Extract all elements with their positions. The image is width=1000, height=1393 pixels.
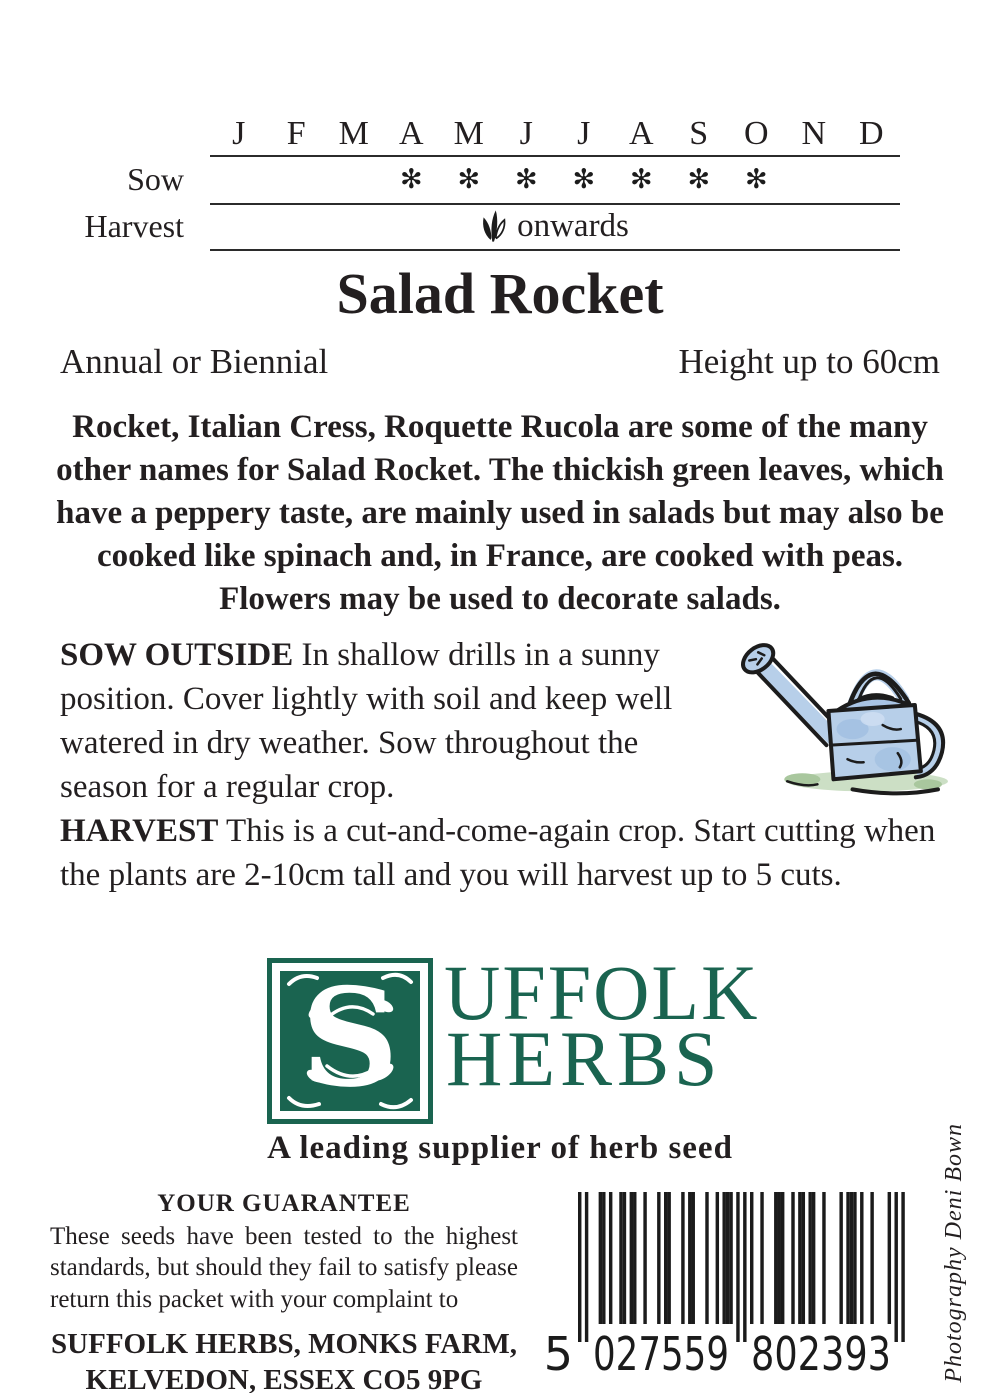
suffolk-herbs-logo (0, 949, 1000, 1128)
svg-text:802393: 802393 (751, 1327, 891, 1378)
calendar-harvest-row (60, 203, 900, 249)
month-9: S (689, 115, 709, 152)
guarantee-section (50, 1190, 518, 1393)
description-paragraph: Rocket, Italian Cress, Roquette Rucola are some of the many other names for Salad Rocket. The thickish green leaves, which have a peppery taste, are mainly used in salads but may also be cooked like spinach and, in France, are cooked with peas. Flowers may be used to decorate salads. (56, 409, 944, 617)
sow-mark-6: ✻ (514, 163, 538, 195)
calendar-rule (210, 249, 900, 251)
sow-outside-body: In shallow drills in a sunny position. Cover lightly with soil and keep well watered in dry weather. Sow throughout the season for a regular crop. (60, 637, 673, 805)
sow-outside-heading: SOW OUTSIDE (60, 637, 294, 673)
photography-credit: Photography Deni Bown (941, 1123, 967, 1383)
address-line-2: KELVEDON, ESSEX CO5 9PG (85, 1364, 483, 1393)
harvest-note: onwards (517, 207, 629, 244)
sow-mark-9: ✻ (687, 163, 711, 195)
calendar-month-header (60, 111, 900, 155)
month-1: J (232, 115, 246, 152)
sow-mark-8: ✻ (629, 163, 653, 195)
month-8: A (628, 115, 654, 152)
logo-initial: S (301, 958, 399, 1117)
month-10: O (743, 115, 769, 152)
harvest-row-label: Harvest (84, 208, 184, 244)
month-12: D (858, 115, 884, 152)
calendar-sow-row (60, 155, 900, 203)
page-title: Salad Rocket (336, 261, 664, 326)
logo-initial-block (267, 958, 433, 1124)
month-7: J (577, 115, 591, 152)
guarantee-address (50, 1326, 518, 1393)
barcode (545, 1186, 913, 1378)
month-3: M (338, 115, 369, 152)
logo-tagline: A leading supplier of herb seed (267, 1130, 733, 1166)
month-4: A (398, 115, 424, 152)
logo-word-bottom: HERBS (446, 1015, 723, 1102)
svg-text:027559: 027559 (593, 1327, 729, 1378)
watering-can-illustration (732, 628, 948, 798)
calendar-rule (210, 203, 900, 205)
sow-row-label: Sow (127, 161, 184, 197)
sow-outside-section (60, 634, 948, 810)
sow-mark-7: ✻ (572, 163, 596, 195)
harvest-section (60, 810, 940, 898)
sowing-calendar (60, 111, 900, 249)
leaf-sprig-icon (481, 206, 507, 246)
subtitle-row (60, 344, 940, 379)
harvest-period (210, 206, 900, 246)
calendar-rule (210, 155, 900, 157)
harvest-body: This is a cut-and-come-again crop. Start cutting when the plants are 2-10cm tall and you will harvest up to 5 cuts. (60, 813, 936, 893)
month-11: N (801, 115, 827, 152)
sow-mark-10: ✻ (744, 163, 768, 195)
month-6: J (519, 115, 533, 152)
svg-text:5: 5 (545, 1327, 573, 1378)
logo-word-top: UFFOLK (444, 949, 760, 1036)
address-line-1: SUFFOLK HERBS, MONKS FARM, (51, 1327, 517, 1360)
guarantee-body: These seeds have been tested to the highest standards, but should they fail to satisfy please return this packet with your complaint to (50, 1222, 518, 1313)
plant-type: Annual or Biennial (60, 342, 329, 381)
month-2: F (286, 115, 306, 152)
sow-mark-4: ✻ (399, 163, 423, 195)
harvest-heading: HARVEST (60, 813, 219, 849)
month-5: M (453, 115, 484, 152)
plant-height: Height up to 60cm (678, 342, 940, 381)
sow-mark-5: ✻ (457, 163, 481, 195)
guarantee-heading: YOUR GUARANTEE (157, 1190, 411, 1217)
